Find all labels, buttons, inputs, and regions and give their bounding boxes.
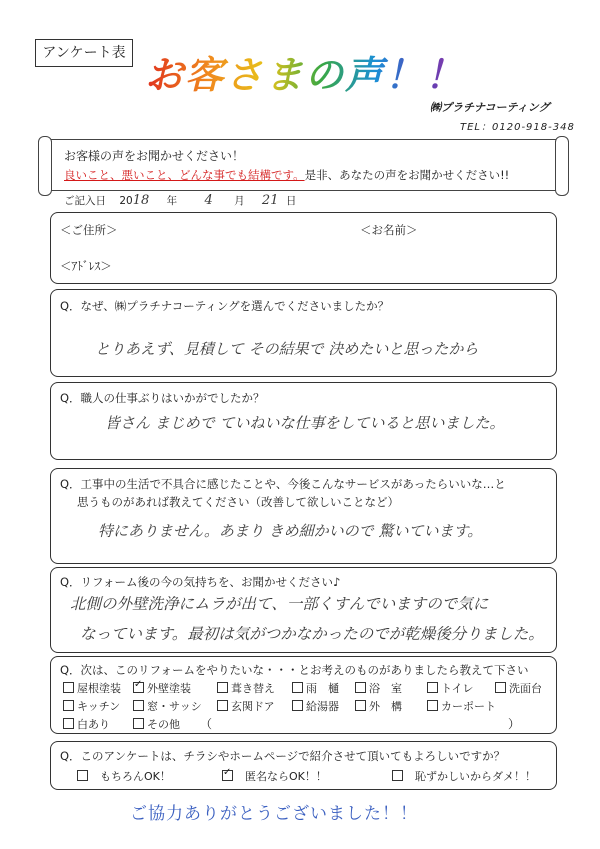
answer-2[interactable]: 皆さん まじめで ていねいな仕事をしていると思いました。 — [105, 414, 505, 432]
option-label: 浴 室 — [369, 682, 402, 695]
checkbox-icon[interactable] — [63, 682, 74, 693]
name-label: ＜お名前＞ — [360, 223, 418, 237]
option-label: 葺き替え — [231, 682, 275, 695]
option-label: 洗面台 — [509, 682, 542, 695]
year-unit: 年 — [166, 195, 178, 207]
option-label: カーポート — [441, 700, 496, 713]
option-label: 外壁塗装 — [147, 682, 191, 695]
option-checkbox[interactable] — [427, 698, 496, 714]
option-label: 屋根塗装 — [77, 682, 121, 695]
option-checkbox[interactable] — [133, 698, 202, 714]
option-checkbox[interactable] — [133, 716, 180, 732]
checkbox-icon[interactable] — [77, 770, 88, 781]
checkbox-icon[interactable] — [292, 700, 303, 711]
permission-checkbox[interactable] — [392, 768, 536, 784]
checkbox-icon[interactable] — [63, 700, 74, 711]
checkbox-icon[interactable] — [495, 682, 506, 693]
permission-label: 匿名ならOK！！ — [245, 770, 327, 783]
answer-4-line-1[interactable]: 北側の外壁洗浄にムラが出て、一部くすんでいますので気に — [70, 595, 489, 613]
question-2: Q．職人の仕事ぶりはいかがでしたか？ — [60, 391, 265, 405]
year-value[interactable]: 18 — [132, 193, 150, 208]
answer-4-line-2[interactable]: なっています。最初は気がつかなかったのでが乾燥後分りました。 — [80, 625, 544, 643]
address-label: ＜ご住所＞ — [60, 223, 118, 237]
answer-1[interactable]: とりあえず、見積して その結果で 決めたいと思ったから — [95, 340, 479, 358]
option-checkbox[interactable] — [63, 716, 110, 732]
intro-line-1: お客様の声をお聞かせください！ — [64, 149, 245, 163]
other-close-paren: ） — [508, 717, 521, 731]
other-open-paren: （ — [200, 717, 213, 731]
checkbox-icon[interactable] — [355, 700, 366, 711]
answer-3[interactable]: 特にありません。あまり きめ細かいので 驚いています。 — [98, 522, 483, 540]
option-checkbox[interactable] — [292, 680, 339, 696]
option-label: その他 — [147, 718, 180, 731]
company-name: ㈱プラチナコーティング — [430, 101, 550, 114]
permission-label: もちろんOK！ — [100, 770, 171, 783]
option-checkbox[interactable] — [292, 698, 339, 714]
day-value[interactable]: 21 — [261, 193, 279, 208]
checkbox-icon[interactable] — [392, 770, 403, 781]
option-checkbox[interactable] — [217, 680, 275, 696]
question-3-line-2: 思うものがあれば教えてください（改善して欲しいことなど） — [77, 495, 399, 509]
checkbox-icon[interactable] — [133, 700, 144, 711]
option-checkbox[interactable] — [63, 698, 120, 714]
checkbox-icon[interactable] — [355, 682, 366, 693]
intro-line-2 — [64, 167, 509, 183]
question-1: Q．なぜ、㈱プラチナコーティングを選んでくださいましたか？ — [60, 299, 390, 313]
option-label: 白あり — [77, 718, 110, 731]
option-checkbox[interactable] — [355, 680, 402, 696]
option-label: 雨 樋 — [306, 682, 339, 695]
year-prefix: 20 — [119, 195, 133, 207]
date-row — [64, 193, 306, 208]
option-label: 外 構 — [369, 700, 402, 713]
checkbox-icon[interactable] — [222, 770, 233, 781]
option-checkbox[interactable] — [427, 680, 473, 696]
phone-number: TEL：0120-918-348 — [460, 122, 575, 133]
checkbox-icon[interactable] — [427, 700, 438, 711]
month-unit: 月 — [234, 195, 245, 207]
question-3-line-1: Q．工事中の生活で不具合に感じたことや、今後こんなサービスがあったらいいな…と — [60, 477, 506, 491]
contact-box — [50, 212, 557, 284]
option-label: 玄関ドア — [231, 700, 275, 713]
option-checkbox[interactable] — [495, 680, 542, 696]
permission-checkbox[interactable] — [222, 768, 327, 784]
checkbox-icon[interactable] — [63, 718, 74, 729]
option-label: キッチン — [77, 700, 121, 713]
survey-tag: アンケート表 — [35, 39, 133, 67]
option-label: 窓・サッシ — [147, 700, 202, 713]
checkbox-icon[interactable] — [217, 682, 228, 693]
checkbox-icon[interactable] — [133, 682, 144, 693]
permission-label: 恥ずかしいからダメ！！ — [415, 770, 536, 783]
question-5: Q．次は、このリフォームをやりたいな・・・とお考えのものがありましたら教えて下さい — [60, 663, 529, 677]
checkbox-icon[interactable] — [292, 682, 303, 693]
option-checkbox[interactable] — [217, 698, 275, 714]
checkbox-icon[interactable] — [217, 700, 228, 711]
intro-highlight: 良いこと、悪いこと、どんな事でも結構です。 — [64, 168, 305, 182]
question-4: Q．リフォーム後の今の気持ちを、お聞かせください♪ — [60, 575, 341, 589]
page-title: お客さまの声！！ — [145, 44, 465, 99]
option-checkbox[interactable] — [63, 680, 121, 696]
checkbox-icon[interactable] — [427, 682, 438, 693]
email-label: ＜ｱﾄﾞﾚｽ＞ — [60, 259, 112, 273]
question-6: Q．このアンケートは、チラシやホームページで紹介させて頂いてもよろしいですか？ — [60, 749, 506, 763]
option-label: トイレ — [441, 682, 474, 695]
day-unit: 日 — [285, 195, 297, 207]
thank-you-message: ご協力ありがとうございました！！ — [130, 804, 418, 824]
checkbox-icon[interactable] — [133, 718, 144, 729]
month-value[interactable]: 4 — [204, 193, 213, 208]
option-checkbox[interactable] — [355, 698, 402, 714]
intro-rest: 是非、あなたの声をお聞かせください!! — [304, 168, 510, 182]
permission-checkbox[interactable] — [77, 768, 171, 784]
option-checkbox[interactable] — [133, 680, 191, 696]
option-label: 給湯器 — [306, 700, 339, 713]
date-label: ご記入日 — [64, 195, 106, 207]
